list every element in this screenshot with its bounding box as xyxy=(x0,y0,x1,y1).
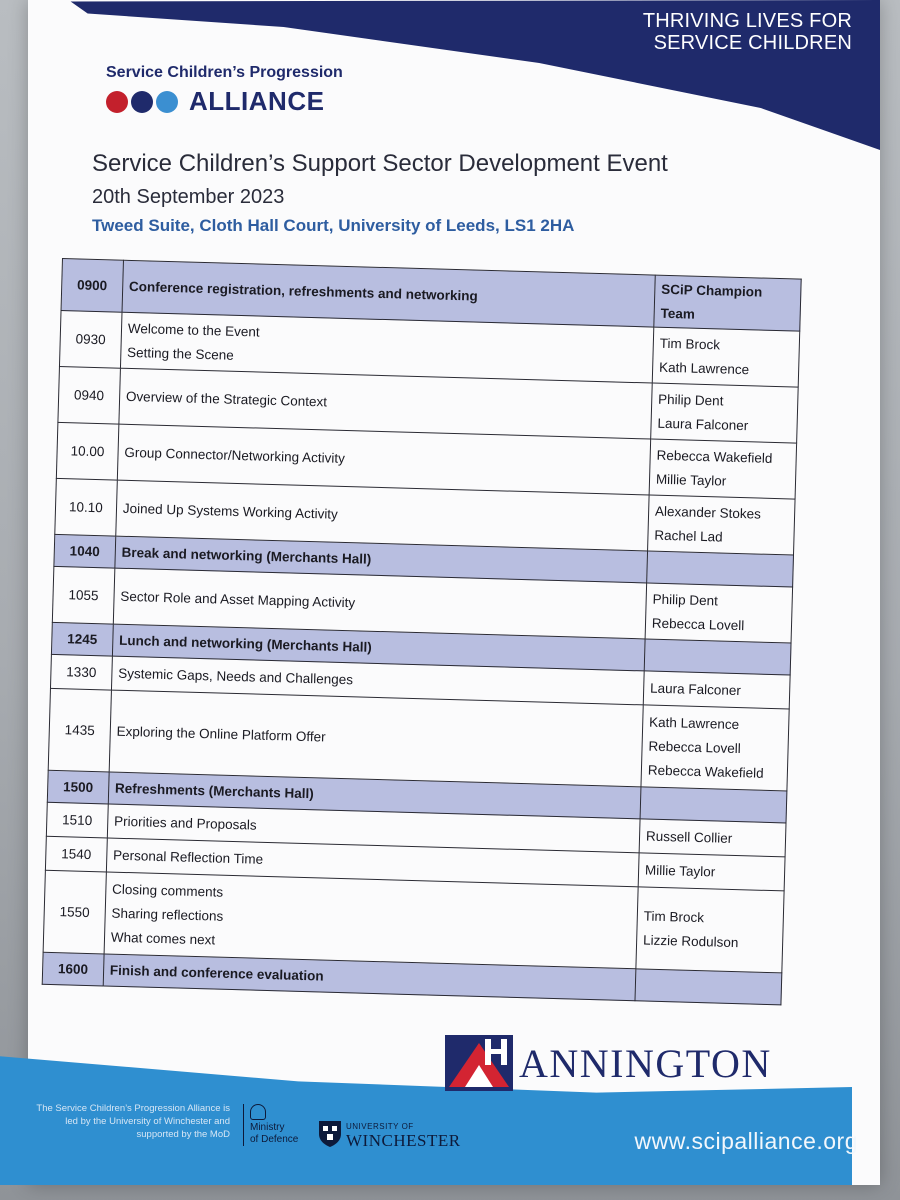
activity-line: Systemic Gaps, Needs and Challenges xyxy=(118,665,354,687)
agenda-time: 1600 xyxy=(42,952,104,986)
agenda-presenters xyxy=(645,583,793,643)
footer-statement: The Service Children’s Progression Alliance is led by the University of Winchester and supported by the MoD xyxy=(36,1103,230,1140)
university-of-text: UNIVERSITY OF xyxy=(346,1122,414,1131)
agenda-time: 0930 xyxy=(59,310,121,368)
agenda-presenters xyxy=(649,439,797,499)
agenda-presenters xyxy=(639,819,786,857)
activity-line: Priorities and Proposals xyxy=(113,813,257,833)
activity-line: Setting the Scene xyxy=(126,344,234,363)
presenter-name: Kath Lawrence xyxy=(658,359,750,377)
presenter-name: Rebecca Wakefield xyxy=(647,762,764,781)
agenda-presenters xyxy=(651,383,799,443)
agenda-presenters xyxy=(644,639,791,675)
activity-line: Refreshments (Merchants Hall) xyxy=(114,780,314,801)
agenda-time: 1040 xyxy=(54,534,116,568)
blue-dot-icon xyxy=(156,91,178,113)
agenda-table xyxy=(42,258,802,1005)
activity-line: Lunch and networking (Merchants Hall) xyxy=(118,632,373,655)
agenda-activity xyxy=(109,690,643,787)
agenda-presenters xyxy=(654,275,802,331)
event-venue: Tweed Suite, Cloth Hall Court, University of Leeds, LS1 2HA xyxy=(92,216,575,235)
winchester-text: WINCHESTER xyxy=(346,1131,461,1150)
logo-main-text: ALLIANCE xyxy=(189,86,325,116)
agenda-time: 1540 xyxy=(45,836,107,872)
presenter-name: Rachel Lad xyxy=(654,527,723,545)
tagline-line-2: SERVICE CHILDREN xyxy=(653,32,852,54)
presenter-name: Team xyxy=(660,305,696,322)
activity-line: Conference registration, refreshments and networking xyxy=(128,278,478,304)
red-dot-icon xyxy=(106,91,128,113)
agenda-presenters xyxy=(647,551,794,587)
activity-line: Sharing reflections xyxy=(111,905,224,924)
activity-line: Sector Role and Asset Mapping Activity xyxy=(120,588,356,610)
agenda-time: 0900 xyxy=(61,259,123,313)
presenter-name: Laura Falconer xyxy=(649,680,742,698)
agenda-time: 1330 xyxy=(50,654,112,690)
agenda-time: 10.10 xyxy=(55,478,117,536)
agenda-time: 10.00 xyxy=(56,422,118,480)
presenter-name: Lizzie Rodulson xyxy=(642,931,739,950)
event-title: Service Children’s Support Sector Development Event xyxy=(92,150,668,177)
agenda-time: 1435 xyxy=(48,688,111,772)
agenda-presenters xyxy=(647,495,795,555)
annington-wordmark: ANNINGTON xyxy=(519,1040,772,1086)
agenda-time: 1055 xyxy=(52,566,114,624)
activity-line: Closing comments xyxy=(111,881,224,900)
agenda-presenters xyxy=(641,705,789,791)
activity-line: Group Connector/Networking Activity xyxy=(124,444,346,466)
presenter-name: Tim Brock xyxy=(643,908,705,925)
agenda-time: 0940 xyxy=(58,366,120,424)
winchester-shield-icon xyxy=(318,1120,342,1148)
agenda-presenters xyxy=(640,787,787,823)
tagline xyxy=(643,10,852,54)
navy-dot-icon xyxy=(131,91,153,113)
agenda-time: 1510 xyxy=(46,802,108,838)
activity-line: What comes next xyxy=(110,929,216,948)
presenter-name: Alexander Stokes xyxy=(654,503,762,522)
agenda-presenters xyxy=(652,327,800,387)
agenda-presenters xyxy=(643,671,790,709)
mod-logo xyxy=(243,1104,298,1146)
presenter-name: Laura Falconer xyxy=(657,415,749,433)
logo-top-text: Service Children’s Progression xyxy=(106,64,343,81)
event-date: 20th September 2023 xyxy=(92,186,285,208)
scip-alliance-logo xyxy=(106,64,343,117)
mod-crest-icon xyxy=(250,1104,266,1120)
presenter-name: Millie Taylor xyxy=(655,471,727,489)
agenda-time: 1245 xyxy=(51,622,113,656)
activity-line: Exploring the Online Platform Offer xyxy=(116,723,326,745)
presenter-name: Tim Brock xyxy=(659,335,721,352)
annington-mark-icon xyxy=(445,1035,513,1091)
activity-line: Joined Up Systems Working Activity xyxy=(122,500,339,522)
activity-line: Finish and conference evaluation xyxy=(109,962,324,984)
presenter-name: Philip Dent xyxy=(657,391,724,409)
presenter-name: Millie Taylor xyxy=(644,862,716,879)
agenda-presenters xyxy=(636,887,784,973)
agenda-time: 1500 xyxy=(47,770,109,804)
presenter-name: Philip Dent xyxy=(652,591,719,608)
annington-logo xyxy=(445,1035,772,1091)
activity-line: Overview of the Strategic Context xyxy=(125,388,328,409)
presenter-name: Rebecca Lovell xyxy=(651,615,745,633)
tagline-line-1: THRIVING LIVES FOR xyxy=(642,10,852,32)
activity-line: Welcome to the Event xyxy=(127,320,260,340)
mod-line-1: Ministry xyxy=(250,1122,285,1133)
agenda-time: 1550 xyxy=(43,870,106,954)
presenter-name: Russell Collier xyxy=(645,828,733,846)
activity-line: Break and networking (Merchants Hall) xyxy=(121,544,372,567)
mod-line-2: of Defence xyxy=(250,1134,299,1145)
agenda-presenters xyxy=(635,969,782,1005)
agenda-activity xyxy=(104,872,638,969)
website-url: www.scipalliance.org xyxy=(634,1128,858,1154)
winchester-logo xyxy=(318,1120,461,1148)
presenter-name: Kath Lawrence xyxy=(648,714,740,732)
agenda-presenters xyxy=(638,853,785,891)
presenter-name: Rebecca Lovell xyxy=(648,738,741,756)
presenter-name: SCiP Champion xyxy=(661,281,763,300)
activity-line: Personal Reflection Time xyxy=(112,847,264,867)
presenter-name: Rebecca Wakefield xyxy=(656,447,773,466)
